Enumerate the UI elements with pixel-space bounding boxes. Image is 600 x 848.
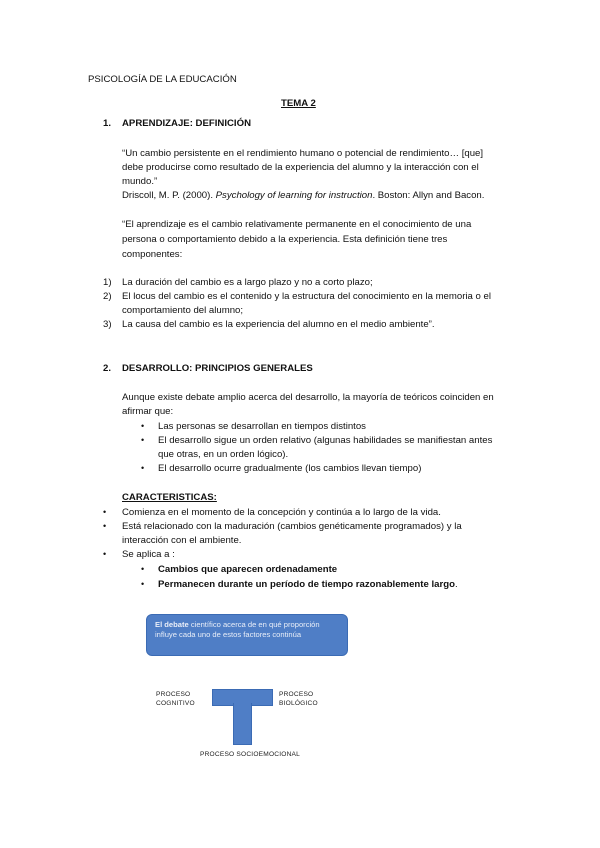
characteristic-item: interacción con el ambiente. (122, 535, 242, 546)
component-text: La causa del cambio es la experiencia del alumno en el medio ambiente”. (122, 319, 435, 330)
quote2-line: “El aprendizaje es el cambio relativamente permanente en el conocimiento de una (122, 219, 472, 230)
sub-item: Cambios que aparecen ordenadamente (158, 564, 338, 575)
citation (122, 188, 484, 203)
topic-title: TEMA 2 (281, 98, 316, 109)
t-diagram-stem (233, 703, 252, 745)
principle-item: El desarrollo ocurre gradualmente (los cambios llevan tiempo) (158, 463, 422, 474)
bullet-icon: • (141, 435, 145, 445)
cognitive-label: PROCESO (156, 691, 191, 698)
section-2-number: 2. (103, 363, 112, 374)
quote2-line: persona o comportamiento debido a la experiencia. Esta definición tiene tres (122, 234, 448, 245)
bullet-icon: • (103, 507, 107, 517)
intro-line: afirmar que: (122, 406, 174, 417)
biological-label: BIOLÓGICO (279, 700, 318, 707)
course-header: PSICOLOGÍA DE LA EDUCACIÓN (88, 74, 237, 85)
sub-item-text: Permanecen durante un período de tiempo razonablemente largo (158, 579, 455, 590)
biological-label: PROCESO (279, 691, 314, 698)
principle-item: Las personas se desarrollan en tiempos distintos (158, 421, 366, 432)
debate-callout-box (146, 614, 348, 656)
debate-callout-bold: El debate (155, 620, 189, 629)
characteristic-item: Está relacionado con la maduración (cambios genéticamente programados) y la (122, 521, 462, 532)
sub-item-period: . (454, 579, 458, 590)
bullet-icon: • (103, 549, 107, 559)
component-text: La duración del cambio es a largo plazo y no a corto plazo; (122, 277, 373, 288)
citation-publisher: . Boston: Allyn and Bacon. (372, 190, 485, 201)
citation-author: Driscoll, M. P. (2000). (122, 190, 216, 201)
bullet-icon: • (141, 421, 145, 431)
quote2-line: componentes: (122, 249, 183, 260)
bullet-icon: • (141, 579, 145, 589)
bullet-icon: • (141, 564, 145, 574)
characteristic-item: Comienza en el momento de la concepción y continúa a lo largo de la vida. (122, 507, 441, 518)
quote1-line: mundo.” (122, 176, 158, 187)
characteristic-item: Se aplica a : (122, 549, 175, 560)
cognitive-label: COGNITIVO (156, 700, 195, 707)
debate-callout-line: influye cada uno de estos factores continúa (155, 630, 302, 639)
debate-callout-line (155, 620, 320, 630)
socioemotional-label: PROCESO SOCIOEMOCIONAL (200, 751, 301, 758)
section-2-title: DESARROLLO: PRINCIPIOS GENERALES (122, 363, 313, 374)
section-1-number: 1. (103, 118, 112, 129)
component-text: comportamiento del alumno; (122, 305, 244, 316)
sub-item (158, 577, 458, 592)
characteristics-title: CARACTERISTICAS: (122, 492, 217, 503)
citation-title: Psychology of learning for instruction (215, 190, 373, 201)
component-text: El locus del cambio es el contenido y la estructura del conocimiento en la memoria o el (122, 291, 492, 302)
component-number: 2) (103, 291, 112, 302)
section-1-title: APRENDIZAJE: DEFINICIÓN (122, 118, 251, 129)
principle-item: que otras, en un orden lógico). (158, 449, 289, 460)
component-number: 1) (103, 277, 112, 288)
intro-line: Aunque existe debate amplio acerca del desarrollo, la mayoría de teóricos coinciden en (122, 392, 494, 403)
component-number: 3) (103, 319, 112, 330)
principle-item: El desarrollo sigue un orden relativo (algunas habilidades se manifiestan antes (158, 435, 493, 446)
bullet-icon: • (103, 521, 107, 531)
bullet-icon: • (141, 463, 145, 473)
debate-callout-rest: científico acerca de en qué proporción (188, 620, 320, 629)
quote1-line: “Un cambio persistente en el rendimiento humano o potencial de rendimiento… [que] (122, 148, 484, 159)
quote1-line: debe producirse como resultado de la experiencia del alumno y la interacción con el (122, 162, 479, 173)
